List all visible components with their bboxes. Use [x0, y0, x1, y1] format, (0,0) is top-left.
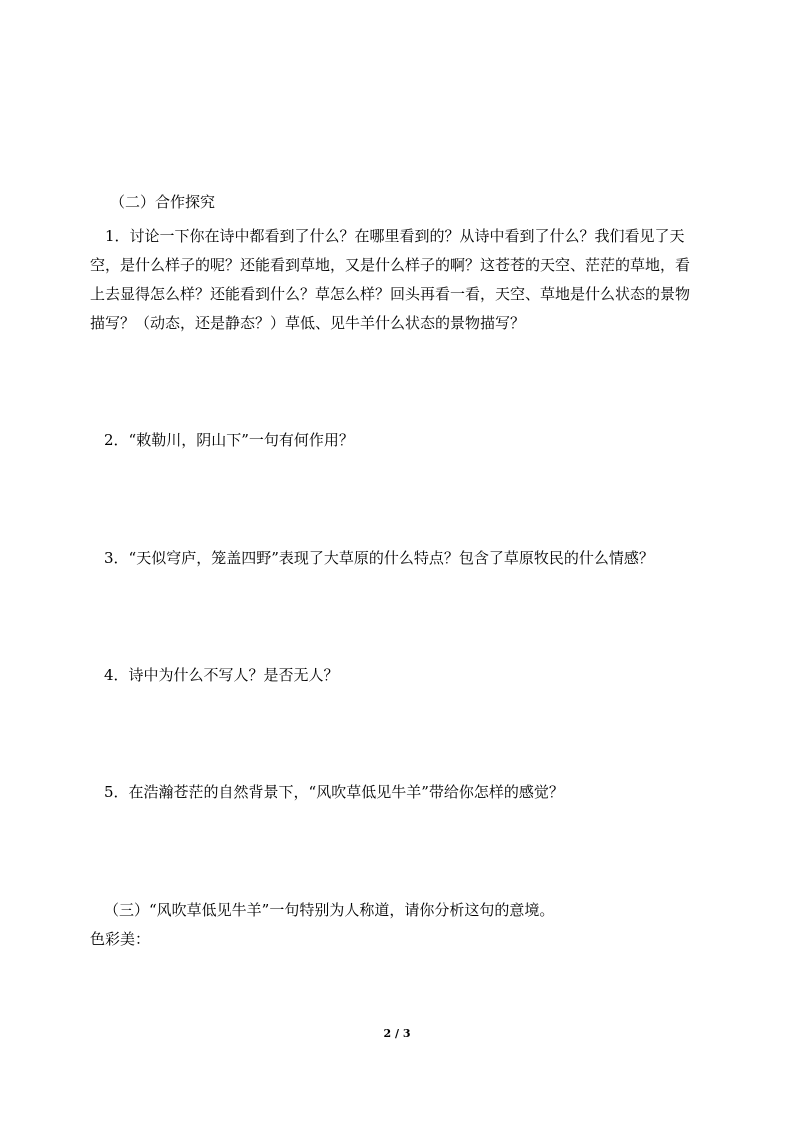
question-1 — [90, 222, 710, 338]
question-5: 5．在浩瀚苍茫的自然背景下，“风吹草低见牛羊”带给你怎样的感觉？ — [104, 783, 564, 801]
section-heading-cooperative-inquiry: （二）合作探究 — [110, 193, 216, 211]
question-3: 3．“天似穹庐，笼盖四野”表现了大草原的什么特点？包含了草原牧民的什么情感？ — [104, 549, 654, 567]
color-beauty-label: 色彩美： — [90, 930, 151, 948]
question-1-line: 空，是什么样子的呢？还能看到草地，又是什么样子的啊？这苍苍的天空、茫茫的草地，看 — [90, 256, 691, 274]
section-heading-analysis: （三）“风吹草低见牛羊”一句特别为人称道，请你分析这句的意境。 — [104, 901, 555, 919]
question-1-line: 描写？（动态，还是静态？）草低、见牛羊什么状态的景物描写？ — [90, 314, 526, 332]
page-number: 2 / 3 — [383, 1027, 411, 1040]
question-4: 4．诗中为什么不写人？是否无人？ — [104, 666, 339, 684]
question-1-line: 1．讨论一下你在诗中都看到了什么？在哪里看到的？从诗中看到了什么？我们看见了天 — [105, 227, 685, 245]
question-1-line: 上去显得怎么样？还能看到什么？草怎么样？回头再看一看，天空、草地是什么状态的景物 — [90, 285, 691, 303]
question-2: 2．“敕勒川，阴山下”一句有何作用？ — [104, 431, 354, 449]
